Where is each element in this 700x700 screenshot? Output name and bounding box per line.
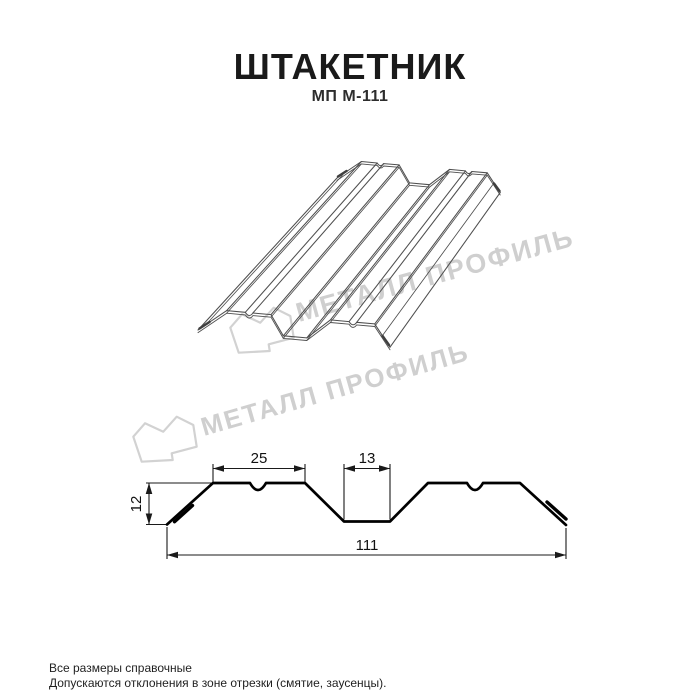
brand-watermark-text: МЕТАЛЛ ПРОФИЛЬ [292,222,578,328]
product-title: ШТАКЕТНИК [233,46,467,87]
watermark-lower [133,336,472,461]
profile-3d-view [198,162,500,350]
product-code: МП М-111 [311,88,389,105]
brand-watermark-text: МЕТАЛЛ ПРОФИЛЬ [197,336,473,442]
dim-total-width-label: 111 [355,537,379,554]
cross-section-view [128,450,566,559]
dim-bottom-flat-label: 13 [358,450,376,467]
brand-logo-icon [133,417,196,462]
dim-height-label: 12 [128,495,145,513]
footer-notes [49,661,386,691]
dim-top-flat-label: 25 [250,450,268,467]
footer-note-1: Все размеры справочные [49,661,192,675]
footer-note-2: Допускаются отклонения в зоне отрезки (смятие, заусенцы). [49,676,387,690]
front-edge-thickness [198,313,390,350]
dim-13-lines [344,464,390,520]
profile-outline [167,483,566,525]
